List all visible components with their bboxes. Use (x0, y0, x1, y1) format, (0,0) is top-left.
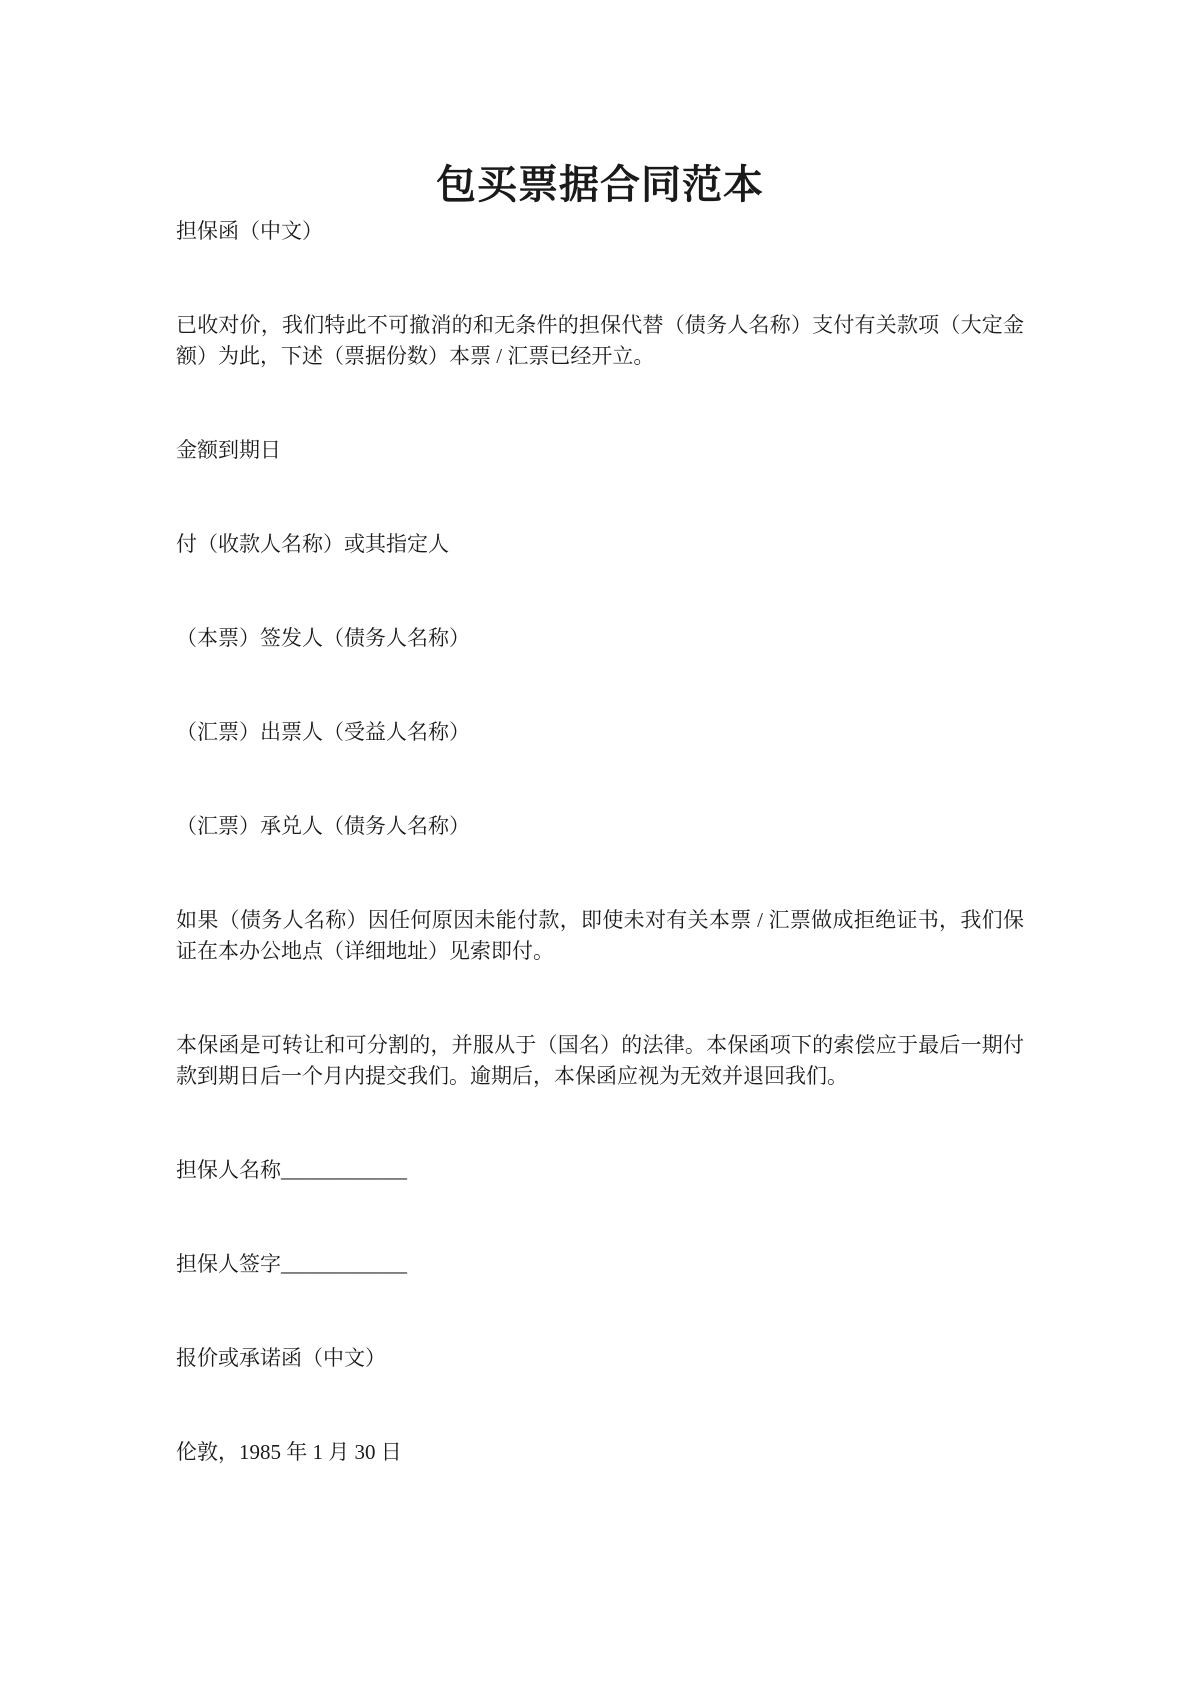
guarantee-letter-heading: 担保函（中文） (176, 219, 323, 243)
quotation-letter-heading: 报价或承诺函（中文） (176, 1346, 386, 1370)
draft-drawer-line: （汇票）出票人（受益人名称） (176, 720, 470, 744)
date-line: 伦敦，1985 年 1 月 30 日 (176, 1440, 402, 1464)
transferability-clause: 本保函是可转让和可分割的，并服从于（国名）的法律。本保函项下的索偿应于最后一期付款到期日后一个月内提交我们。逾期后，本保函应视为无效并退回我们。 (176, 1033, 1024, 1088)
document-title: 包买票据合同范本 (436, 162, 764, 207)
payee-line: 付（收款人名称）或其指定人 (176, 532, 449, 556)
consideration-clause: 已收对价，我们特此不可撤消的和无条件的担保代替（债务人名称）支付有关款项（大定金额）为此，下述（票据份数）本票 / 汇票已经开立。 (176, 313, 1024, 368)
amount-due-date-line: 金额到期日 (176, 438, 281, 462)
default-payment-clause: 如果（债务人名称）因任何原因未能付款，即使未对有关本票 / 汇票做成拒绝证书，我们保证在本办公地点（详细地址）见索即付。 (176, 908, 1024, 963)
guarantor-name-line: 担保人名称____________ (176, 1158, 407, 1182)
note-issuer-line: （本票）签发人（债务人名称） (176, 626, 470, 650)
draft-acceptor-line: （汇票）承兑人（债务人名称） (176, 814, 470, 838)
guarantor-signature-line: 担保人签字____________ (176, 1252, 407, 1276)
